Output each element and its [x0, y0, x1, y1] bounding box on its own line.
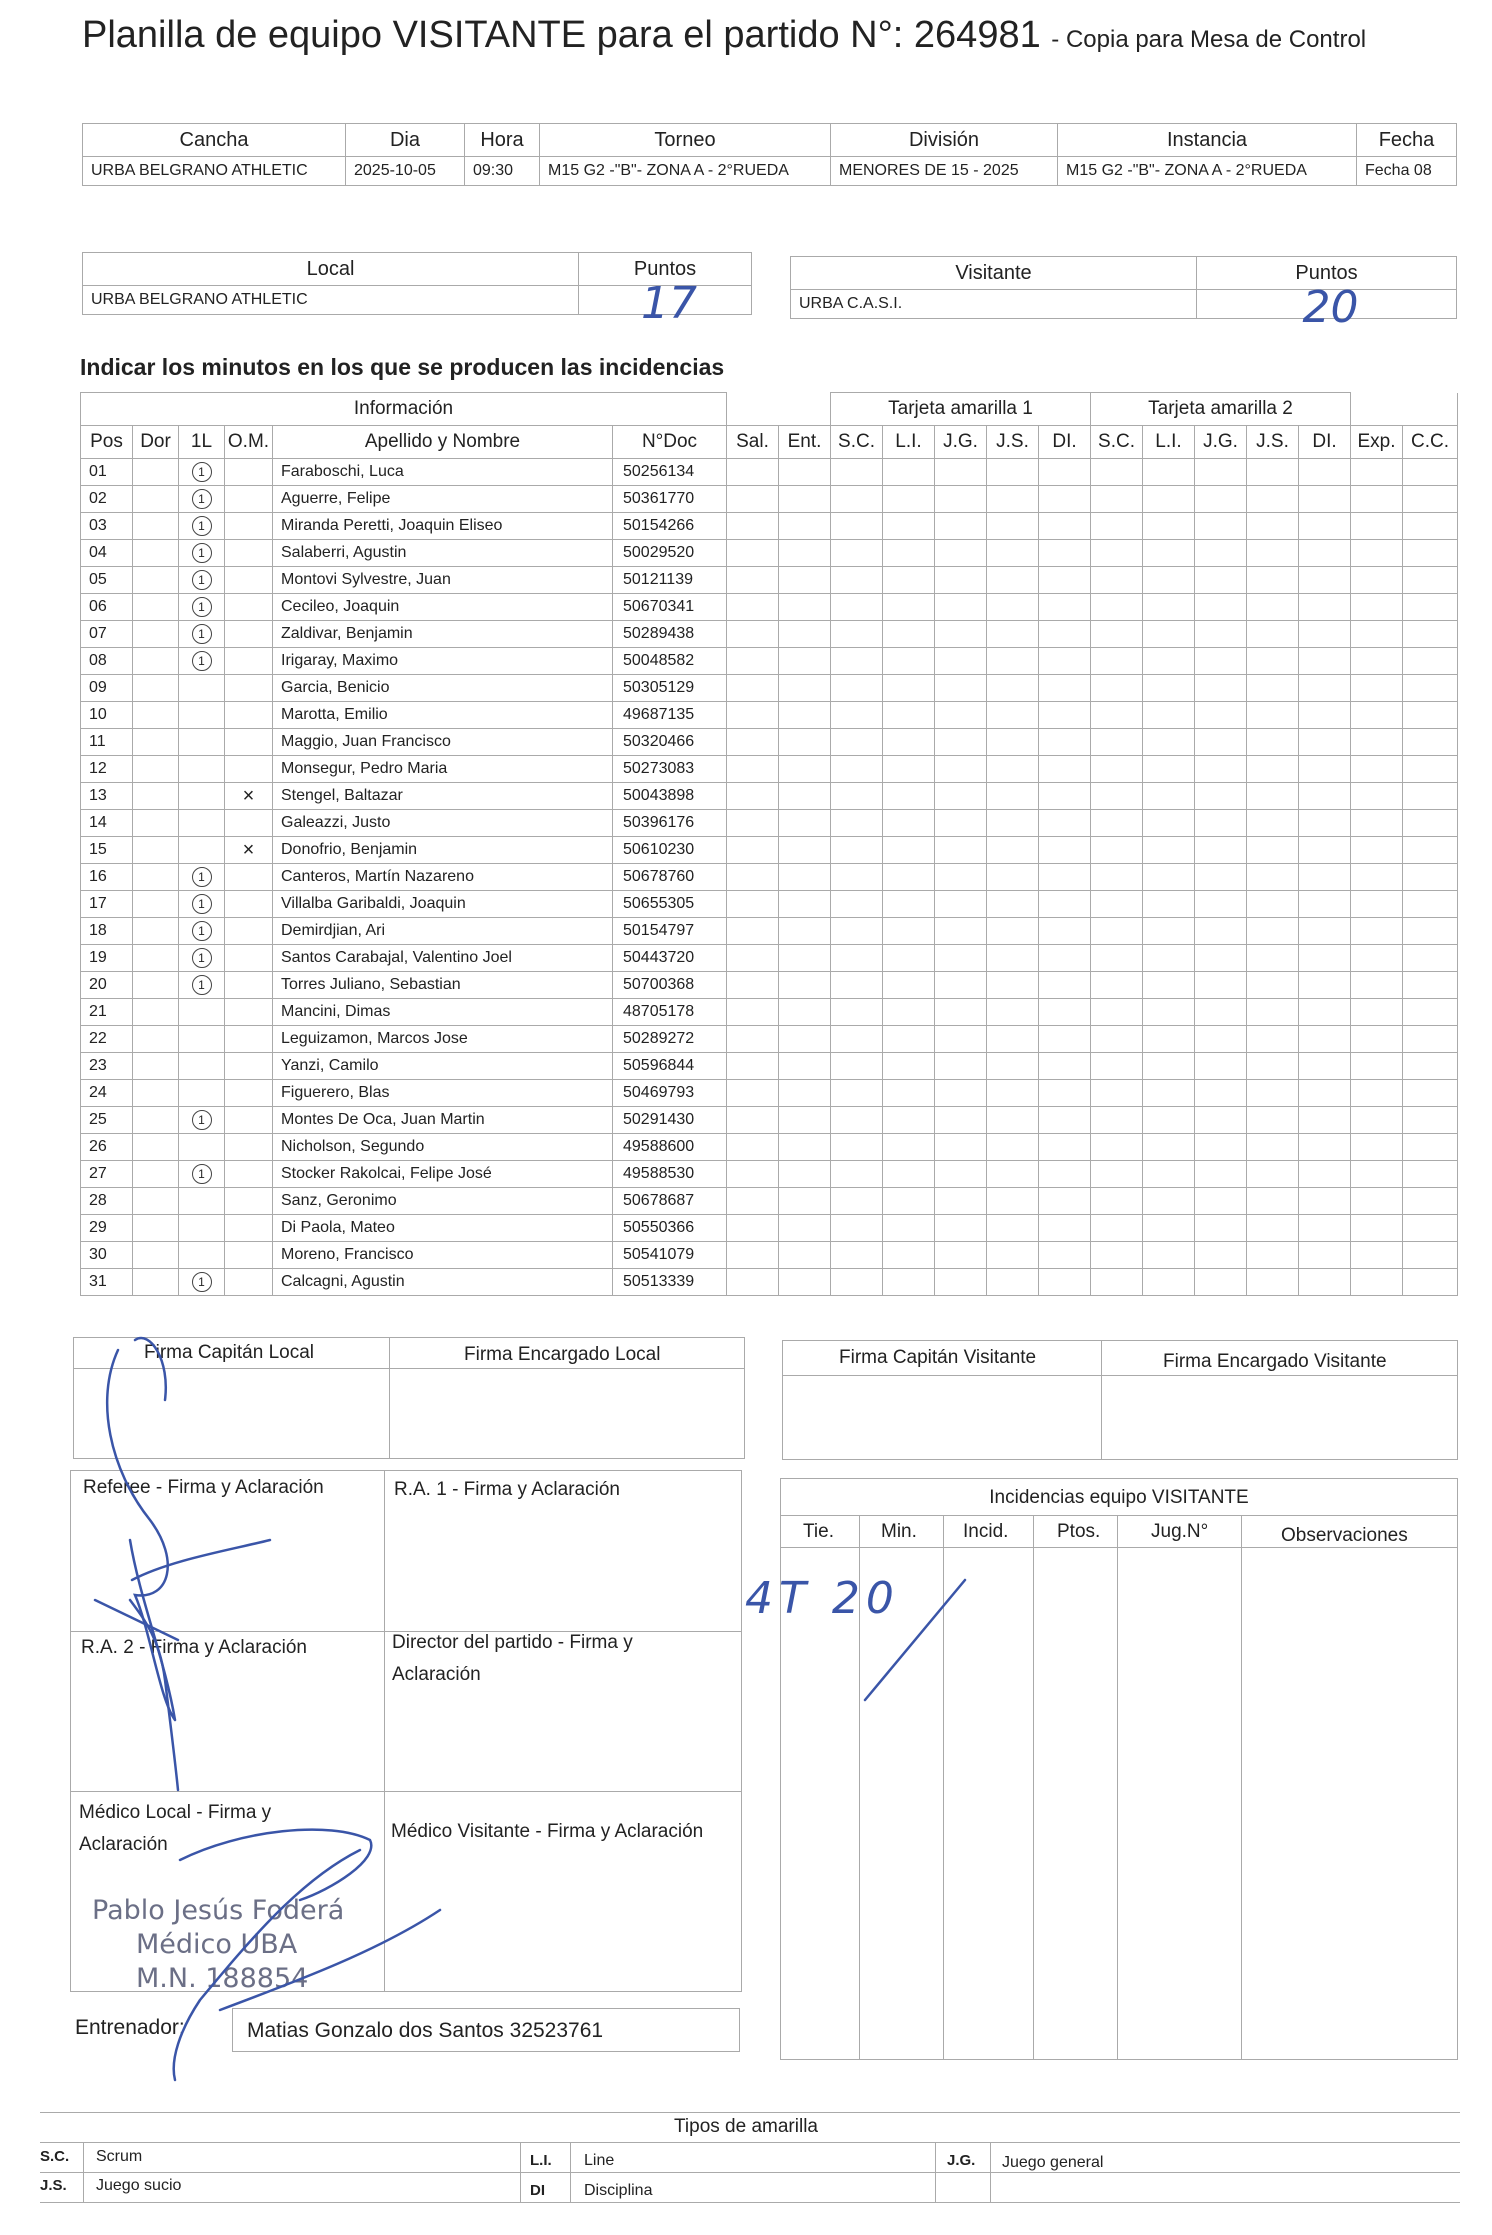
- player-pos: 28: [81, 1188, 133, 1215]
- legend-code-li: L.I.: [530, 2152, 552, 2169]
- player-name: Galeazzi, Justo: [273, 810, 613, 837]
- player-doc: 48705178: [613, 999, 727, 1026]
- director-label: Director del partido - Firma y Aclaración: [392, 1632, 633, 1685]
- player-pos: 08: [81, 648, 133, 675]
- player-name: Moreno, Francisco: [273, 1242, 613, 1269]
- player-doc: 50678687: [613, 1188, 727, 1215]
- incidencia-handwritten-entry: 4T 20: [745, 1573, 900, 1624]
- primera-linea-mark: 1: [192, 462, 212, 482]
- player-doc: 50121139: [613, 567, 727, 594]
- local-points: 17: [579, 286, 752, 315]
- header-instancia: Instancia: [1058, 124, 1357, 157]
- player-name: Sanz, Geronimo: [273, 1188, 613, 1215]
- player-name: Stengel, Baltazar: [273, 783, 613, 810]
- primera-linea-mark: 1: [192, 1272, 212, 1292]
- player-doc: 50305129: [613, 675, 727, 702]
- value-fecha: Fecha 08: [1357, 157, 1457, 186]
- player-name: Torres Juliano, Sebastian: [273, 972, 613, 999]
- player-name: Cecileo, Joaquin: [273, 594, 613, 621]
- player-doc: 50469793: [613, 1080, 727, 1107]
- column-header: J.S.: [1247, 426, 1299, 459]
- incidencias-title: Incidencias equipo VISITANTE: [989, 1487, 1249, 1508]
- player-pos: 19: [81, 945, 133, 972]
- title-main: Planilla de equipo VISITANTE para el partido N°: 264981: [82, 14, 1041, 56]
- primera-linea-mark: 1: [192, 948, 212, 968]
- player-name: Canteros, Martín Nazareno: [273, 864, 613, 891]
- medico-signature: [174, 1830, 440, 2080]
- player-name: Garcia, Benicio: [273, 675, 613, 702]
- primera-linea-mark: 1: [192, 867, 212, 887]
- header-cancha: Cancha: [83, 124, 346, 157]
- player-pos: 07: [81, 621, 133, 648]
- column-header: L.I.: [1143, 426, 1195, 459]
- player-name: Marotta, Emilio: [273, 702, 613, 729]
- player-name: Aguerre, Felipe: [273, 486, 613, 513]
- player-doc: 50655305: [613, 891, 727, 918]
- legend-code-jg: J.G.: [947, 2152, 976, 2169]
- player-pos: 30: [81, 1242, 133, 1269]
- column-header: DI.: [1039, 426, 1091, 459]
- player-doc: 50273083: [613, 756, 727, 783]
- player-pos: 29: [81, 1215, 133, 1242]
- legend-title: Tipos de amarilla: [674, 2116, 818, 2137]
- player-pos: 20: [81, 972, 133, 999]
- player-doc: 50678760: [613, 864, 727, 891]
- player-name: Monsegur, Pedro Maria: [273, 756, 613, 783]
- incid-col-incid: Incid.: [963, 1521, 1009, 1542]
- column-header: J.S.: [987, 426, 1039, 459]
- legend-code-js: J.S.: [40, 2177, 67, 2194]
- player-doc: 49588530: [613, 1161, 727, 1188]
- player-pos: 05: [81, 567, 133, 594]
- local-team: URBA BELGRANO ATHLETIC: [83, 286, 579, 315]
- legend-code-di: DI: [530, 2182, 545, 2199]
- stamp-line-1: Pablo Jesús Foderá: [92, 1895, 345, 1926]
- player-pos: 18: [81, 918, 133, 945]
- column-header: L.I.: [883, 426, 935, 459]
- player-pos: 23: [81, 1053, 133, 1080]
- player-name: Figuerero, Blas: [273, 1080, 613, 1107]
- player-pos: 25: [81, 1107, 133, 1134]
- primera-linea-mark: 1: [192, 570, 212, 590]
- player-pos: 12: [81, 756, 133, 783]
- player-doc: 50361770: [613, 486, 727, 513]
- incid-col-min: Min.: [881, 1521, 917, 1542]
- primera-linea-mark: 1: [192, 543, 212, 563]
- header-torneo: Torneo: [540, 124, 831, 157]
- captain-signature: [107, 1338, 270, 1720]
- primera-linea-mark: 1: [192, 894, 212, 914]
- player-name: Irigaray, Maximo: [273, 648, 613, 675]
- player-doc: 49588600: [613, 1134, 727, 1161]
- player-name: Maggio, Juan Francisco: [273, 729, 613, 756]
- local-points-label: Puntos: [579, 253, 752, 286]
- incid-col-jug: Jug.N°: [1151, 1521, 1209, 1542]
- referee-signature: [95, 1600, 178, 1790]
- ra1-label: R.A. 1 - Firma y Aclaración: [394, 1479, 620, 1500]
- player-pos: 09: [81, 675, 133, 702]
- ra2-label: R.A. 2 - Firma y Aclaración: [81, 1637, 307, 1658]
- player-pos: 27: [81, 1161, 133, 1188]
- player-name: Zaldivar, Benjamin: [273, 621, 613, 648]
- firma-encargado-local-label: Firma Encargado Local: [464, 1344, 661, 1365]
- player-name: Nicholson, Segundo: [273, 1134, 613, 1161]
- value-cancha: URBA BELGRANO ATHLETIC: [83, 157, 346, 186]
- value-division: MENORES DE 15 - 2025: [831, 157, 1058, 186]
- player-doc: 50670341: [613, 594, 727, 621]
- visitor-points-label: Puntos: [1197, 257, 1457, 290]
- player-pos: 14: [81, 810, 133, 837]
- incid-col-ptos: Ptos.: [1057, 1521, 1101, 1542]
- player-pos: 02: [81, 486, 133, 513]
- primera-linea-mark: 1: [192, 1164, 212, 1184]
- value-dia: 2025-10-05: [346, 157, 465, 186]
- column-header: Apellido y Nombre: [273, 426, 613, 459]
- group-tarjeta-amarilla-2: Tarjeta amarilla 2: [1091, 393, 1351, 426]
- coach-value: Matias Gonzalo dos Santos 32523761: [232, 2008, 740, 2052]
- player-doc: 50443720: [613, 945, 727, 972]
- legend-label-jg: Juego general: [1002, 2154, 1104, 2171]
- value-instancia: M15 G2 -"B"- ZONA A - 2°RUEDA: [1058, 157, 1357, 186]
- legend-label-sc: Scrum: [96, 2148, 143, 2165]
- player-doc: 50154266: [613, 513, 727, 540]
- column-header: Ent.: [779, 426, 831, 459]
- column-header: Dor: [133, 426, 179, 459]
- value-torneo: M15 G2 -"B"- ZONA A - 2°RUEDA: [540, 157, 831, 186]
- legend-code-sc: S.C.: [40, 2148, 70, 2165]
- player-pos: 03: [81, 513, 133, 540]
- primera-linea-mark: 1: [192, 489, 212, 509]
- header-fecha: Fecha: [1357, 124, 1457, 157]
- firma-encargado-visitante-label: Firma Encargado Visitante: [1163, 1351, 1387, 1372]
- player-doc: 50029520: [613, 540, 727, 567]
- player-name: Calcagni, Agustin: [273, 1269, 613, 1296]
- player-name: Stocker Rakolcai, Felipe José: [273, 1161, 613, 1188]
- player-pos: 22: [81, 1026, 133, 1053]
- player-doc: 50256134: [613, 459, 727, 486]
- stamp-line-2: Médico UBA: [136, 1929, 298, 1960]
- column-header: J.G.: [935, 426, 987, 459]
- visitor-points: 20: [1197, 290, 1457, 319]
- player-doc: 50700368: [613, 972, 727, 999]
- player-doc: 50513339: [613, 1269, 727, 1296]
- header-dia: Dia: [346, 124, 465, 157]
- player-name: Montes De Oca, Juan Martin: [273, 1107, 613, 1134]
- column-header: S.C.: [1091, 426, 1143, 459]
- player-pos: 04: [81, 540, 133, 567]
- incid-col-tie: Tie.: [803, 1521, 834, 1542]
- player-om: ×: [225, 837, 273, 864]
- primera-linea-mark: 1: [192, 651, 212, 671]
- player-pos: 17: [81, 891, 133, 918]
- primera-linea-mark: 1: [192, 975, 212, 995]
- incid-col-observaciones: Observaciones: [1281, 1525, 1408, 1546]
- group-tarjeta-amarilla-1: Tarjeta amarilla 1: [831, 393, 1091, 426]
- player-pos: 11: [81, 729, 133, 756]
- legend-label-li: Line: [584, 2152, 615, 2169]
- player-pos: 16: [81, 864, 133, 891]
- player-pos: 13: [81, 783, 133, 810]
- player-name: Donofrio, Benjamin: [273, 837, 613, 864]
- player-name: Demirdjian, Ari: [273, 918, 613, 945]
- player-doc: 50289272: [613, 1026, 727, 1053]
- player-name: Miranda Peretti, Joaquin Eliseo: [273, 513, 613, 540]
- referee-label: Referee - Firma y Aclaración: [83, 1477, 324, 1498]
- group-informacion: Información: [81, 393, 727, 426]
- player-pos: 24: [81, 1080, 133, 1107]
- player-name: Mancini, Dimas: [273, 999, 613, 1026]
- incidents-instruction: Indicar los minutos en los que se producen las incidencias: [80, 354, 725, 380]
- player-name: Faraboschi, Luca: [273, 459, 613, 486]
- player-pos: 31: [81, 1269, 133, 1296]
- primera-linea-mark: 1: [192, 1110, 212, 1130]
- player-pos: 01: [81, 459, 133, 486]
- local-label: Local: [83, 253, 579, 286]
- primera-linea-mark: 1: [192, 597, 212, 617]
- player-pos: 26: [81, 1134, 133, 1161]
- player-name: Villalba Garibaldi, Joaquin: [273, 891, 613, 918]
- column-header: C.C.: [1403, 426, 1458, 459]
- column-header: O.M.: [225, 426, 273, 459]
- medico-visitante-label: Médico Visitante - Firma y Aclaración: [391, 1821, 704, 1842]
- column-header: Exp.: [1351, 426, 1403, 459]
- player-doc: 50596844: [613, 1053, 727, 1080]
- column-header: DI.: [1299, 426, 1351, 459]
- player-doc: 50291430: [613, 1107, 727, 1134]
- player-name: Yanzi, Camilo: [273, 1053, 613, 1080]
- player-name: Santos Carabajal, Valentino Joel: [273, 945, 613, 972]
- column-header: S.C.: [831, 426, 883, 459]
- coach-label: Entrenador:: [75, 2016, 185, 2039]
- player-doc: 49687135: [613, 702, 727, 729]
- player-pos: 21: [81, 999, 133, 1026]
- primera-linea-mark: 1: [192, 624, 212, 644]
- column-header: 1L: [179, 426, 225, 459]
- firma-capitan-local-label: Firma Capitán Local: [144, 1342, 315, 1363]
- primera-linea-mark: 1: [192, 921, 212, 941]
- title-subtitle: - Copia para Mesa de Control: [1051, 26, 1367, 53]
- player-om: ×: [225, 783, 273, 810]
- player-doc: 50289438: [613, 621, 727, 648]
- player-pos: 15: [81, 837, 133, 864]
- value-hora: 09:30: [465, 157, 540, 186]
- firma-capitan-visitante-label: Firma Capitán Visitante: [839, 1347, 1037, 1368]
- player-doc: 50541079: [613, 1242, 727, 1269]
- primera-linea-mark: 1: [192, 516, 212, 536]
- visitor-label: Visitante: [791, 257, 1197, 290]
- visitor-team: URBA C.A.S.I.: [791, 290, 1197, 319]
- player-pos: 06: [81, 594, 133, 621]
- player-doc: 50048582: [613, 648, 727, 675]
- column-header: Sal.: [727, 426, 779, 459]
- player-name: Montovi Sylvestre, Juan: [273, 567, 613, 594]
- player-doc: 50320466: [613, 729, 727, 756]
- header-hora: Hora: [465, 124, 540, 157]
- player-name: Leguizamon, Marcos Jose: [273, 1026, 613, 1053]
- legend-label-js: Juego sucio: [96, 2177, 182, 2194]
- player-doc: 50610230: [613, 837, 727, 864]
- player-name: Di Paola, Mateo: [273, 1215, 613, 1242]
- player-pos: 10: [81, 702, 133, 729]
- column-header: J.G.: [1195, 426, 1247, 459]
- player-doc: 50396176: [613, 810, 727, 837]
- player-doc: 50550366: [613, 1215, 727, 1242]
- medico-local-label: Médico Local - Firma y Aclaración: [79, 1802, 272, 1855]
- stamp-line-3: M.N. 188854: [136, 1963, 309, 1994]
- column-header: N°Doc: [613, 426, 727, 459]
- player-name: Salaberri, Agustin: [273, 540, 613, 567]
- header-division: División: [831, 124, 1058, 157]
- player-doc: 50043898: [613, 783, 727, 810]
- column-header: Pos: [81, 426, 133, 459]
- legend-label-di: Disciplina: [584, 2182, 653, 2199]
- player-doc: 50154797: [613, 918, 727, 945]
- incidencias-strike: [865, 1580, 965, 1700]
